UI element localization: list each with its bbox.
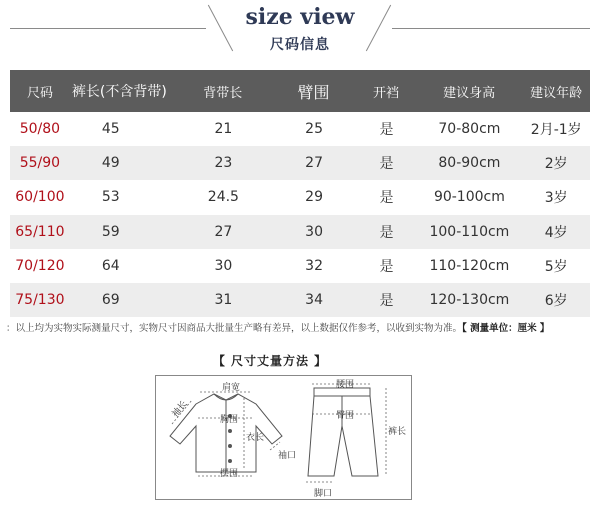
table-body	[10, 112, 590, 317]
cell-size: 50/80	[19, 121, 61, 138]
note-text: ：以上均为实物实际测量尺寸，实物尺寸因商品大批量生产略有差异，以上数据仅作参考，以收到实物为准。	[6, 323, 463, 334]
cell-size: 60/100	[15, 189, 65, 206]
col-header-suggested-height: 建议身高	[443, 85, 496, 101]
cell-arm-circumference: 34	[305, 292, 323, 309]
cell-arm-circumference: 29	[305, 189, 323, 206]
cell-open-crotch: 是	[379, 190, 394, 207]
cell-arm-circumference: 25	[305, 121, 323, 138]
cell-pants-length: 59	[101, 223, 120, 240]
table-row	[10, 146, 590, 180]
cell-strap-length: 24.5	[207, 189, 239, 206]
label-length: 衣长	[246, 433, 265, 443]
cell-suggested-height: 90-100cm	[433, 189, 505, 206]
table-row	[10, 283, 590, 317]
cell-suggested-height: 100-110cm	[429, 223, 510, 240]
label-sleeve: 袖长	[170, 399, 190, 420]
cell-suggested-age: 3岁	[544, 190, 568, 207]
measurement-diagram	[155, 375, 412, 500]
cell-suggested-height: 120-130cm	[429, 292, 510, 309]
col-header-strap-length: 背带长	[203, 85, 243, 101]
cell-strap-length: 21	[214, 121, 233, 138]
label-chest: 胸围	[220, 415, 239, 425]
cell-open-crotch: 是	[379, 122, 394, 139]
cell-suggested-height: 80-90cm	[438, 155, 501, 172]
table-row	[10, 180, 590, 214]
cell-suggested-age: 2月-1岁	[530, 122, 582, 139]
method-title: 【 尺寸丈量方法 】	[212, 354, 328, 368]
cell-suggested-height: 110-120cm	[429, 257, 510, 274]
cell-suggested-height: 70-80cm	[438, 121, 501, 138]
col-header-arm-circumference: 臂围	[297, 82, 330, 102]
cell-size: 65/110	[15, 223, 65, 240]
cell-arm-circumference: 27	[305, 155, 323, 172]
label-waist: 腰围	[336, 380, 355, 390]
label-pants-length: 裤长	[388, 427, 407, 437]
page-subtitle: 尺码信息	[270, 37, 330, 53]
table-row	[10, 215, 590, 249]
cell-size: 75/130	[15, 292, 65, 309]
cell-pants-length: 64	[101, 257, 120, 274]
label-hem: 摆围	[220, 469, 239, 479]
cell-size: 55/90	[19, 155, 61, 172]
label-hip: 臀围	[336, 411, 355, 421]
header-rule-right	[392, 28, 590, 29]
label-cuff: 袖口	[278, 451, 297, 461]
label-leg-opening: 脚口	[314, 489, 333, 499]
size-table	[10, 70, 590, 317]
cell-suggested-age: 4岁	[544, 224, 568, 241]
cell-suggested-age: 5岁	[544, 258, 568, 275]
cell-strap-length: 23	[214, 155, 233, 172]
label-shoulder: 肩宽	[222, 383, 241, 393]
col-header-pants-length: 裤长(不含背带)	[71, 84, 167, 100]
cell-pants-length: 53	[101, 189, 120, 206]
cell-strap-length: 30	[214, 257, 233, 274]
col-header-open-crotch: 开裆	[373, 85, 400, 101]
note-unit: 【 测量单位：厘米 】	[462, 323, 550, 334]
cell-pants-length: 49	[101, 155, 120, 172]
col-header-size: 尺码	[26, 85, 53, 101]
cell-open-crotch: 是	[379, 156, 394, 173]
cell-strap-length: 31	[214, 292, 233, 309]
cell-suggested-age: 2岁	[544, 156, 568, 173]
cell-pants-length: 69	[101, 292, 120, 309]
cell-open-crotch: 是	[379, 224, 394, 241]
cell-pants-length: 45	[101, 121, 120, 138]
cell-open-crotch: 是	[379, 258, 394, 275]
cell-strap-length: 27	[214, 223, 233, 240]
cell-suggested-age: 6岁	[544, 293, 568, 310]
table-header-row	[10, 70, 590, 112]
garment-sketch	[156, 376, 413, 501]
col-header-suggested-age: 建议年龄	[530, 85, 583, 101]
table-row	[10, 112, 590, 146]
cell-arm-circumference: 32	[305, 257, 323, 274]
page-title: size view	[245, 4, 355, 30]
cell-open-crotch: 是	[379, 293, 394, 310]
cell-size: 70/120	[15, 257, 65, 274]
pants-illustration	[308, 388, 378, 476]
measurement-note	[6, 320, 596, 334]
cell-arm-circumference: 30	[305, 223, 323, 240]
table-row	[10, 249, 590, 283]
